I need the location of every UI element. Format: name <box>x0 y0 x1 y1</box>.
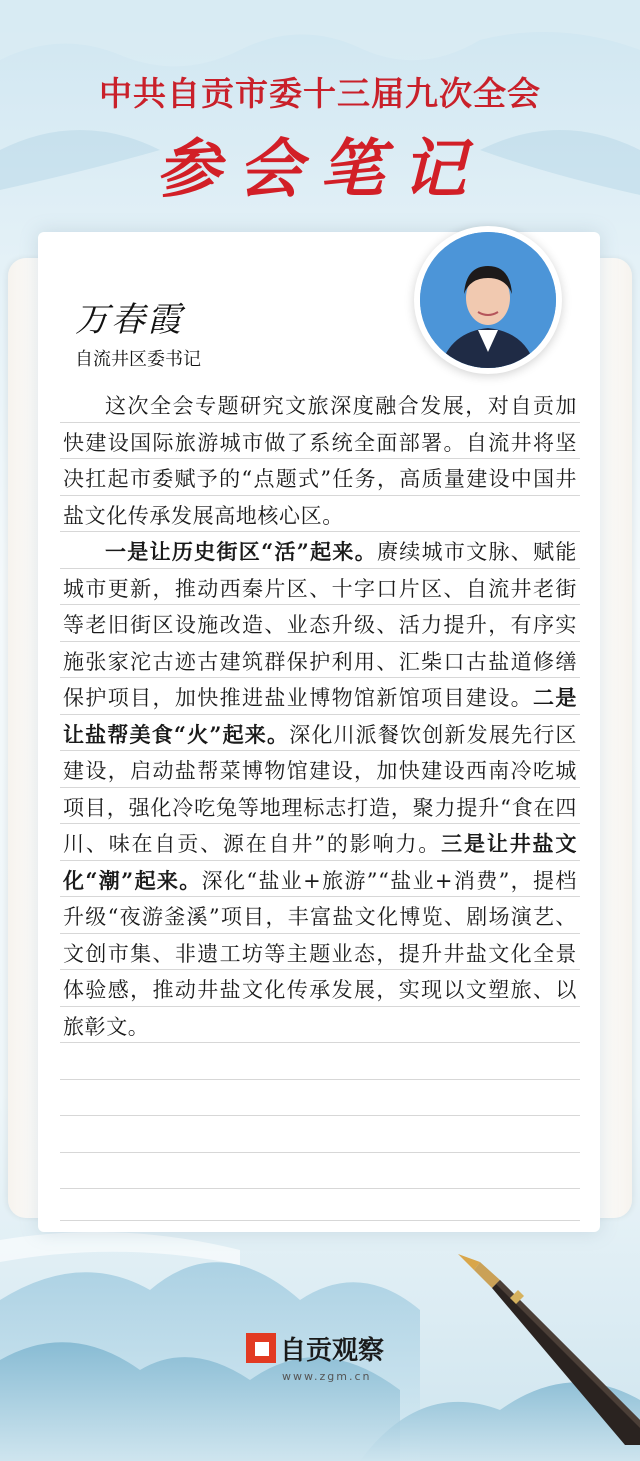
site-url: www.zgm.cn <box>282 1370 372 1383</box>
page-title: 中共自贡市委十三届九次全会 <box>99 74 541 113</box>
logo-text: 自贡观察 <box>280 1335 385 1366</box>
fountain-pen-icon <box>440 1240 640 1450</box>
point-3-heading: 三是让井盐文化“潮”起来。 <box>63 831 577 893</box>
page-subtitle: 参会笔记 <box>156 132 484 207</box>
person-name: 万春霞 <box>75 300 183 340</box>
person-role: 自流井区委书记 <box>75 349 201 370</box>
point-1-heading: 一是让历史街区“活”起来。 <box>105 539 378 564</box>
brand-logo <box>246 1328 384 1368</box>
point-2-text: 深化川派餐饮创新发展先行区建设，启动盐帮菜博物馆建设，加快建设西南冷吃城项目，强化冷吃兔等地理标志打造，聚力提升“食在四川、味在自贡、源在自井”的影响力。 <box>63 722 577 856</box>
paragraph-2 <box>63 534 577 1045</box>
avatar <box>420 232 556 368</box>
article-body <box>63 388 577 1045</box>
point-2-heading: 二是让盐帮美食“火”起来。 <box>63 685 577 747</box>
point-1-text: 赓续城市文脉、赋能城市更新，推动西秦片区、十字口片区、自流井老街等老旧街区设施改造、业态升级、活力提升，有序实施张家沱古迹古建筑群保护利用、汇柴口古盐道修缮保护项目，加快推进盐业博物馆新馆项目建设。 <box>63 540 577 710</box>
avatar-frame <box>414 226 562 374</box>
logo-mark-icon <box>246 1333 276 1363</box>
paragraph-1: 这次全会专题研究文旅深度融合发展，对自贡加快建设国际旅游城市做了系统全面部署。自流井将坚决扛起市委赋予的“点题式”任务，高质量建设中国井盐文化传承发展高地核心区。 <box>63 394 577 528</box>
point-3-text: 深化“盐业+旅游”“盐业+消费”，提档升级“夜游釜溪”项目，丰富盐文化博览、剧场演艺、文创市集、非遗工坊等主题业态，提升井盐文化全景体验感，推动井盐文化传承发展，实现以文塑旅、以旅彰文。 <box>63 868 577 1039</box>
